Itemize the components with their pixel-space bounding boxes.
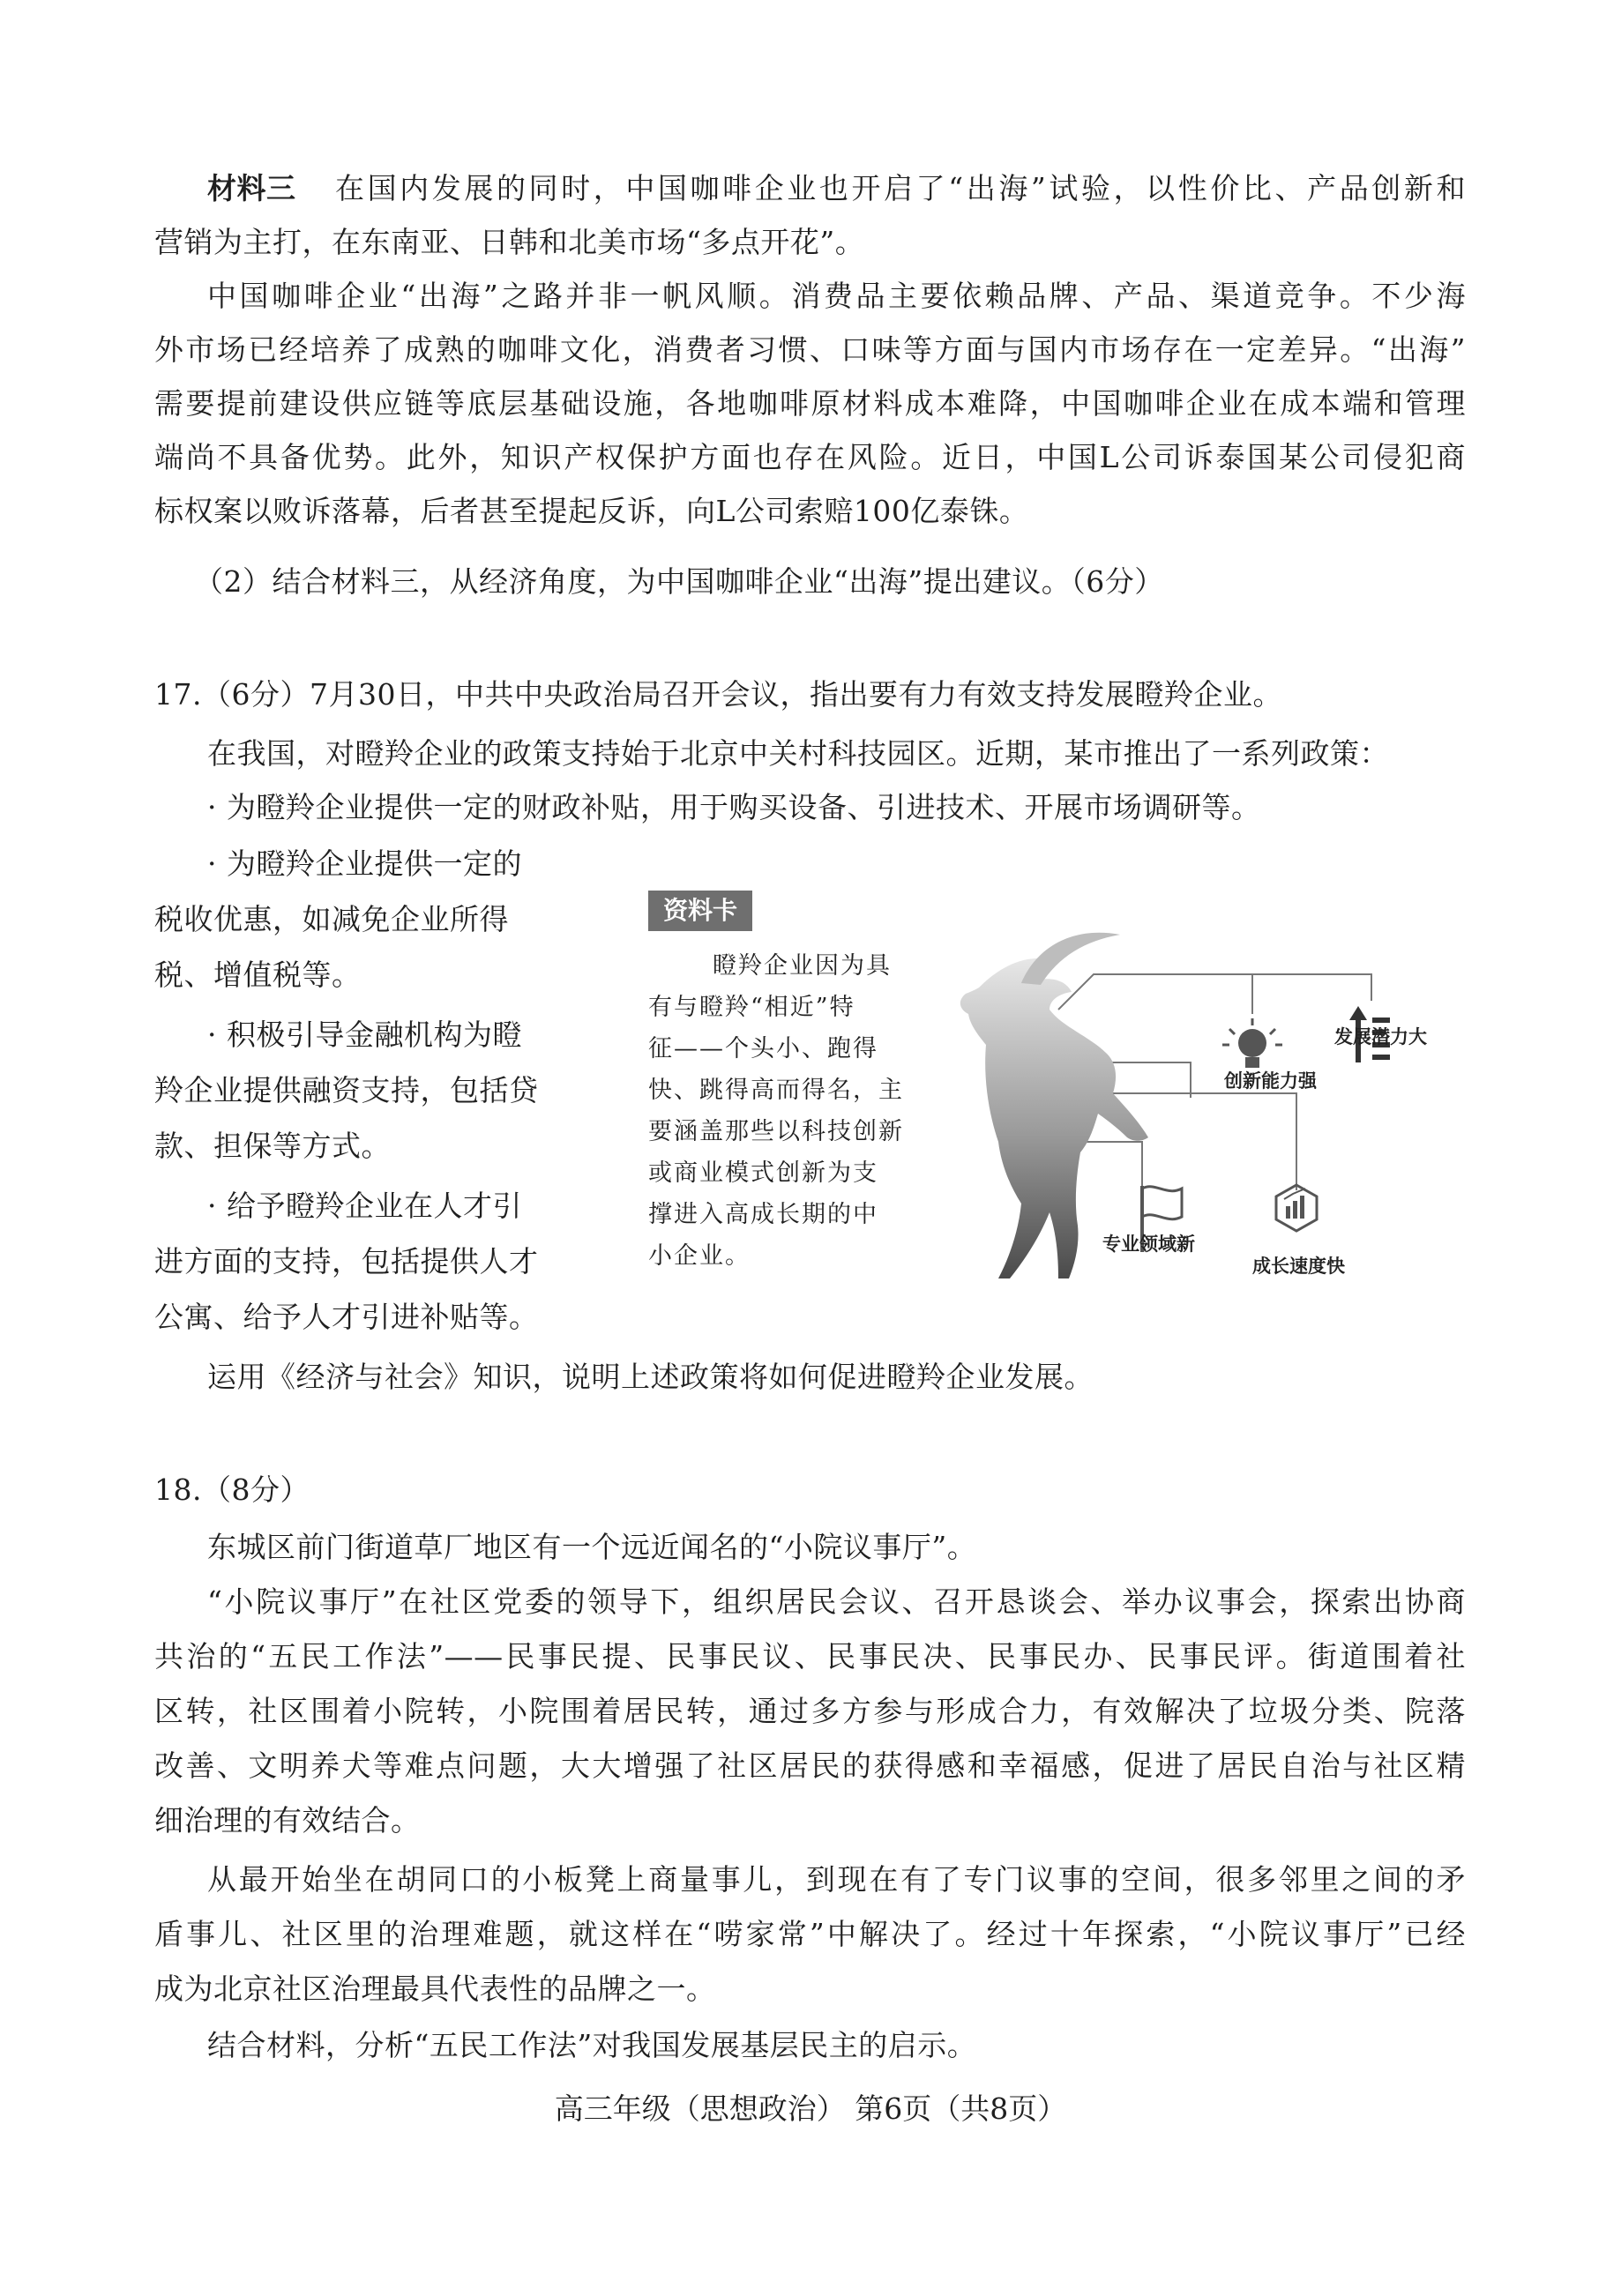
material3-line-2: 营销为主打，在东南亚、日韩和北美市场“多点开花”。 [154, 225, 865, 259]
card-line-4: 快、跳得高而得名，主 [648, 1077, 904, 1104]
card-line-3: 征——个头小、跑得 [648, 1035, 878, 1062]
q17-bullet-3-line-2: 羚企业提供融资支持，包括贷 [154, 1073, 539, 1107]
material3-line-7: 标权案以败诉落幕，后者甚至提起反诉，向L公司索赔100亿泰铢。 [154, 494, 1029, 528]
material3-line-5: 需要提前建设供应链等底层基础设施，各地咖啡原材料成本难降，中国咖啡企业在成本端和管理 [154, 386, 1466, 421]
q17-stem: 17.（6分）7月30日，中共中央政治局召开会议，指出要有力有效支持发展瞪羚企业。 [154, 677, 1282, 712]
material3-line-3: 中国咖啡企业“出海”之路并非一帆风顺。消费品主要依赖品牌、产品、渠道竞争。不少海 [207, 279, 1466, 313]
card-line-7: 撑进入高成长期的中 [648, 1201, 878, 1228]
resource-card-title: 资料卡 [648, 891, 752, 931]
q17-question: 运用《经济与社会》知识，说明上述政策将如何促进瞪羚企业发展。 [207, 1360, 1094, 1394]
card-line-8: 小企业。 [648, 1242, 751, 1270]
q17-bullet-3-line-3: 款、担保等方式。 [154, 1129, 391, 1163]
q18-line-3: 共治的“五民工作法”——民事民提、民事民议、民事民决、民事民办、民事民评。街道围着社 [154, 1639, 1466, 1674]
card-line-6: 或商业模式创新为支 [648, 1159, 878, 1187]
material3-label-line [207, 169, 296, 208]
card-line-1: 瞪羚企业因为具 [713, 952, 892, 980]
q18-line-4: 区转，社区围着小院转，小院围着居民转，通过多方参与形成合力，有效解决了垃圾分类、院落 [154, 1694, 1466, 1728]
q17-bullet-3-line-1: · 积极引导金融机构为瞪 [207, 1018, 522, 1052]
q17-bullet-4-line-3: 公寓、给予人才引进补贴等。 [154, 1300, 539, 1334]
q17-bullet-4-line-1: · 给予瞪羚企业在人才引 [207, 1189, 522, 1223]
growth-chart-icon [1276, 1185, 1317, 1231]
q17-bullet-1: · 为瞪羚企业提供一定的财政补贴，用于购买设备、引进技术、开展市场调研等。 [207, 790, 1261, 824]
label-potential: 发展潜力大 [1334, 1026, 1427, 1047]
material3-label: 材料三 [207, 171, 296, 205]
q18-line-6: 细治理的有效结合。 [154, 1803, 421, 1838]
material3-line-4: 外市场已经培养了成熟的咖啡文化，消费者习惯、口味等方面与国内市场存在一定差异。“出海” [154, 332, 1466, 367]
lightbulb-icon [1222, 1018, 1282, 1068]
page-footer: 高三年级（思想政治） 第6页（共8页） [554, 2091, 1067, 2126]
q18-question: 结合材料，分析“五民工作法”对我国发展基层民主的启示。 [207, 2028, 977, 2062]
q17-bullet-2-line-2: 税收优惠，如减免企业所得 [154, 902, 509, 936]
label-specialized: 专业领域新 [1102, 1234, 1195, 1255]
q18-line-5: 改善、文明养犬等难点问题，大大增强了社区居民的获得感和幸福感，促进了居民自治与社区精 [154, 1748, 1466, 1783]
q17-bullet-2-line-3: 税、增值税等。 [154, 958, 362, 992]
gazelle-illustration [917, 921, 1482, 1292]
q18-line-8: 盾事儿、社区里的治理难题，就这样在“唠家常”中解决了。经过十年探索，“小院议事厅”已经 [154, 1917, 1466, 1951]
card-line-2: 有与瞪羚“相近”特 [648, 994, 855, 1021]
q18-line-2: “小院议事厅”在社区党委的领导下，组织居民会议、召开恳谈会、举办议事会，探索出协商 [207, 1584, 1466, 1619]
q17-bullet-4-line-2: 进方面的支持，包括提供人才 [154, 1244, 539, 1278]
label-innovation: 创新能力强 [1224, 1070, 1317, 1092]
card-line-5: 要涵盖那些以科技创新 [648, 1118, 904, 1145]
q17-intro: 在我国，对瞪羚企业的政策支持始于北京中关村科技园区。近期，某市推出了一系列政策： [207, 736, 1389, 771]
material3-question: （2）结合材料三，从经济角度，为中国咖啡企业“出海”提出建议。（6分） [194, 564, 1164, 599]
material3-line-1: 在国内发展的同时，中国咖啡企业也开启了“出海”试验，以性价比、产品创新和 [335, 171, 1466, 205]
q17-bullet-2-line-1: · 为瞪羚企业提供一定的 [207, 846, 522, 881]
label-growth: 成长速度快 [1252, 1256, 1345, 1277]
q18-stem: 18.（8分） [154, 1472, 310, 1507]
material3-line-6: 端尚不具备优势。此外，知识产权保护方面也存在风险。近日，中国L公司诉泰国某公司侵犯商 [154, 440, 1466, 474]
q18-line-9: 成为北京社区治理最具代表性的品牌之一。 [154, 1972, 716, 2006]
q18-line-7: 从最开始坐在胡同口的小板凳上商量事儿，到现在有了专门议事的空间，很多邻里之间的矛 [207, 1862, 1466, 1897]
q18-line-1: 东城区前门街道草厂地区有一个远近闻名的“小院议事厅”。 [207, 1530, 977, 1564]
